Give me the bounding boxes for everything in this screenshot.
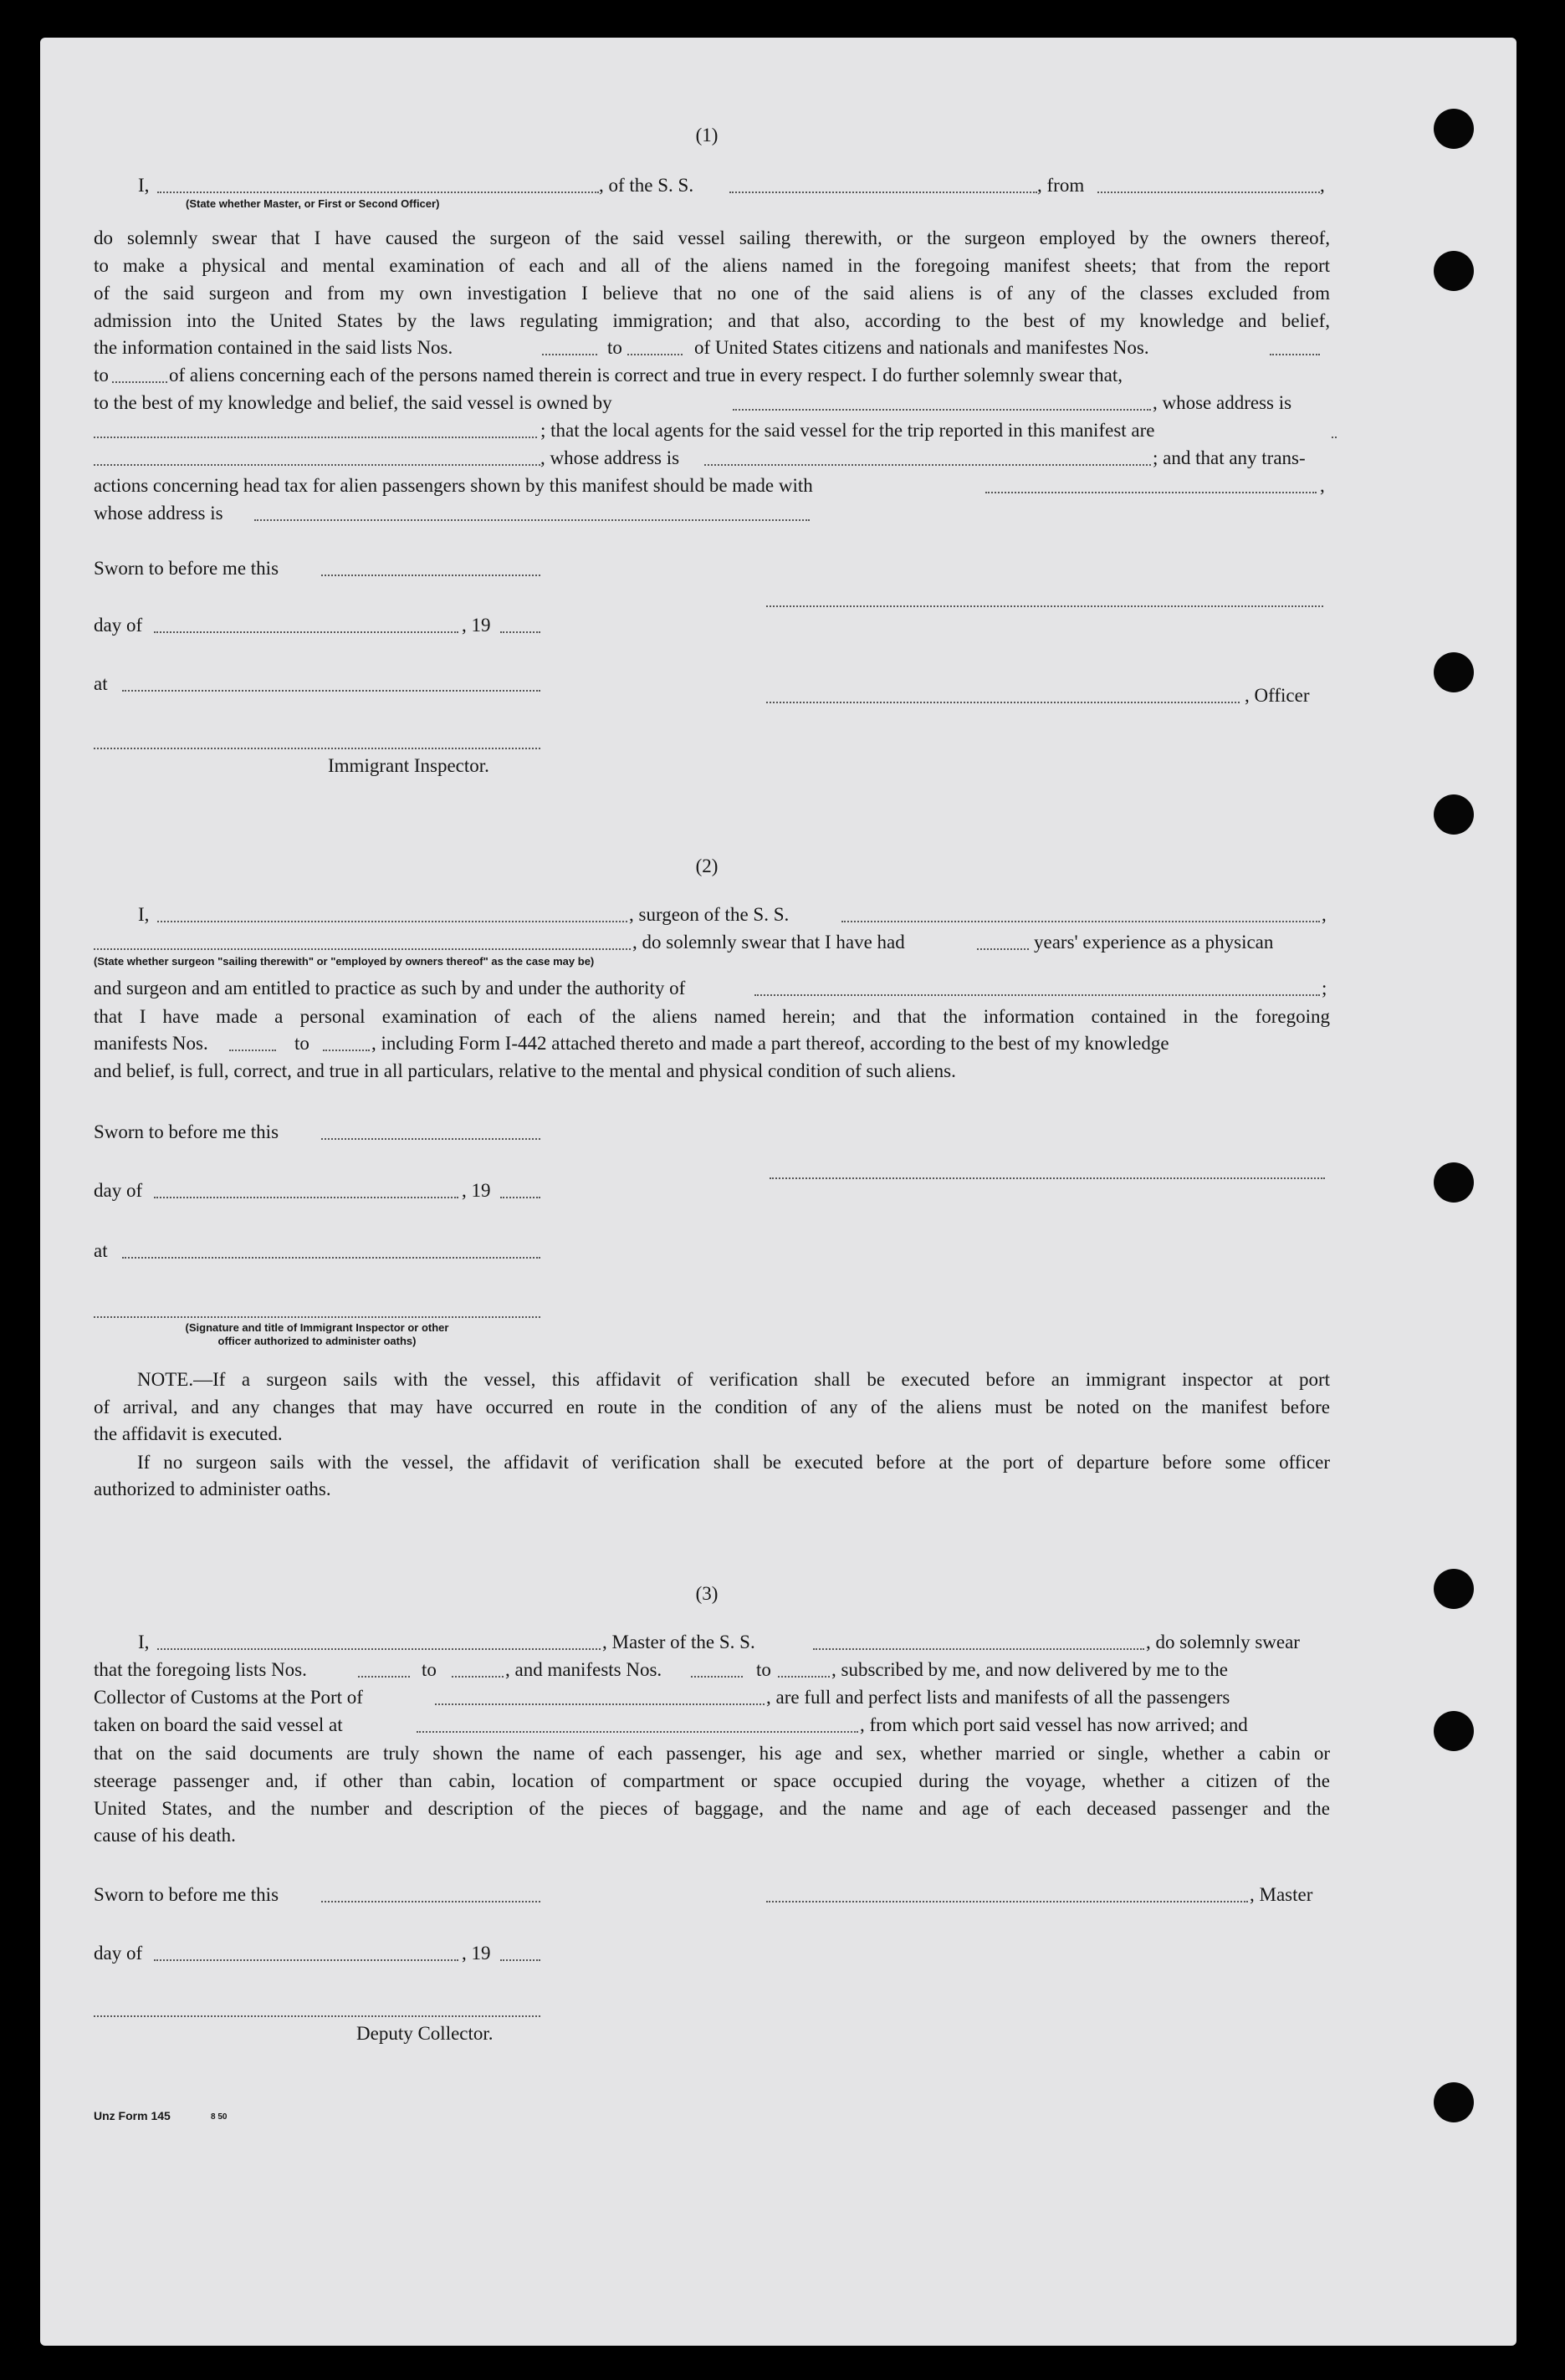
s3-lists-perfect-label: , are full and perfect lists and manifests of all the passengers	[766, 1687, 1230, 1708]
s3-collector-label: Collector of Customs at the Port of	[94, 1687, 363, 1708]
s1-agents-address-label: , whose address is	[540, 447, 680, 468]
s1-owned-by-label: to the best of my knowledge and belief, the said vessel is owned by	[94, 392, 612, 413]
s1-sworn-date-field[interactable]	[321, 575, 540, 576]
s2-manifests-from-field[interactable]	[229, 1050, 276, 1051]
s3-to-label: to	[422, 1659, 437, 1680]
s1-vessel-name-field[interactable]	[729, 192, 1037, 193]
s1-comma: ,	[1320, 175, 1325, 196]
s3-taken-aboard-label: taken on board the said vessel at	[94, 1714, 343, 1735]
s2-year-label: , 19	[462, 1180, 491, 1201]
s2-surgeon-caption: (State whether surgeon "sailing therewith" or "employed by owners thereof" as the case may be)	[94, 955, 595, 968]
s2-comma: ,	[1322, 904, 1327, 925]
s1-manifests-to-field[interactable]	[112, 381, 167, 383]
s1-lists-nos-label: the information contained in the said lists Nos.	[94, 337, 453, 358]
s1-at-field[interactable]	[122, 690, 540, 692]
s2-at-field[interactable]	[122, 1257, 540, 1259]
s1-year-label: , 19	[462, 615, 491, 636]
s1-owner-field[interactable]	[733, 409, 1151, 411]
s3-last-line: cause of his death.	[94, 1825, 236, 1846]
s3-year-label: , 19	[462, 1943, 491, 1964]
punch-hole	[1434, 652, 1474, 692]
s3-master-of-label: , Master of the S. S.	[602, 1632, 755, 1652]
s3-sworn-date-field[interactable]	[321, 1901, 540, 1902]
s3-lists-to-field[interactable]	[452, 1676, 504, 1678]
s2-inspector-signature-field[interactable]	[94, 1316, 540, 1318]
s2-surgeon-of-label: , surgeon of the S. S.	[629, 904, 790, 925]
s1-officer-signature-field[interactable]	[766, 702, 1240, 703]
section-2-heading: (2)	[695, 855, 719, 876]
s1-manifests-from-field[interactable]	[1270, 354, 1320, 355]
punch-hole	[1434, 1711, 1474, 1751]
s3-to2-label: to	[756, 1659, 771, 1680]
s1-of-ss-label: , of the S. S.	[599, 175, 694, 196]
s1-whose-address-label: whose address is	[94, 503, 223, 523]
punch-hole	[1434, 1162, 1474, 1203]
s1-month-field[interactable]	[154, 631, 458, 633]
s2-form-i442-label: , including Form I-442 attached thereto and made a part thereof, according to the best of my knowledge	[371, 1033, 1169, 1054]
s1-year-field[interactable]	[500, 631, 540, 633]
s3-paragraph-line: United States, and the number and description of the pieces of baggage, and the name and age of each deceased passenger and the	[94, 1798, 1330, 1819]
s3-swear-label: , do solemnly swear	[1146, 1632, 1300, 1652]
s1-sworn-label: Sworn to before me this	[94, 558, 279, 579]
s2-note2-line: If no surgeon sails with the vessel, the affidavit of verification shall be executed before at the port of departure before some officer	[137, 1452, 1330, 1473]
s3-lists-from-field[interactable]	[358, 1676, 410, 1678]
s1-agents-label: ; that the local agents for the said vessel for the trip reported in this manifest are	[540, 420, 1155, 441]
s2-note-line: NOTE.—If a surgeon sails with the vessel, this affidavit of verification shall be executed before an immigrant inspector at port	[137, 1369, 1330, 1390]
s3-day-of-label: day of	[94, 1943, 143, 1964]
s3-manifests-to-field[interactable]	[778, 1676, 830, 1678]
s1-agents-field[interactable]	[1332, 437, 1337, 438]
s1-head-tax-address-field[interactable]	[254, 519, 810, 521]
punch-hole	[1434, 2082, 1474, 2122]
s3-paragraph-line: steerage passenger and, if other than cabin, location of compartment or space occupied during the voyage, whether a citizen of the	[94, 1770, 1330, 1791]
s1-inspector-label: Immigrant Inspector.	[328, 755, 489, 776]
s2-day-of-label: day of	[94, 1180, 143, 1201]
s1-signature-line[interactable]	[766, 605, 1323, 607]
s2-sworn-label: Sworn to before me this	[94, 1121, 279, 1142]
s1-lists-to-label: to	[607, 337, 622, 358]
s1-from-label: , from	[1037, 175, 1085, 196]
s2-authority-field[interactable]	[754, 994, 1320, 996]
s2-note2-line: authorized to administer oaths.	[94, 1479, 331, 1499]
s1-officer-label: , Officer	[1245, 685, 1310, 706]
s1-from-port-field[interactable]	[1097, 192, 1320, 193]
s2-experience-label: years' experience as a physican	[1034, 932, 1274, 953]
s3-sworn-label: Sworn to before me this	[94, 1884, 279, 1905]
s2-note-line: of arrival, and any changes that may have occurred en route in the condition of any of the aliens must be noted on the manifest before	[94, 1397, 1330, 1417]
punch-hole	[1434, 109, 1474, 149]
s1-citizens-label: of United States citizens and nationals and manifestes Nos.	[694, 337, 1149, 358]
s1-owner-address-label: , whose address is	[1153, 392, 1292, 413]
s2-to-label: to	[294, 1033, 309, 1054]
s2-vessel-name-field[interactable]	[841, 921, 1320, 922]
s2-examination-line: that I have made a personal examination of each of the aliens named herein; and that the information contained in the foregoing	[94, 1006, 1330, 1027]
s3-arrived-label: , from which port said vessel has now arrived; and	[860, 1714, 1248, 1735]
s2-swear-label: , do solemnly swear that I have had	[632, 932, 905, 953]
s1-head-tax-label: actions concerning head tax for alien passengers shown by this manifest should be made with	[94, 475, 813, 496]
s3-paragraph-line: that on the said documents are truly shown the name of each passenger, his age and sex, whether married or single, whether a cabin or	[94, 1743, 1330, 1764]
s2-year-field[interactable]	[500, 1197, 540, 1198]
s1-to-label: to	[94, 365, 109, 386]
s1-owner-address-field[interactable]	[94, 437, 537, 438]
s1-aliens-label: of aliens concerning each of the persons named therein is correct and true in every respect. I do further solemnly swear that,	[169, 365, 1123, 386]
s2-at-label: at	[94, 1240, 108, 1261]
s3-deputy-label: Deputy Collector.	[356, 2023, 494, 2044]
s2-i-label: I,	[138, 904, 150, 925]
s1-officer-name-field[interactable]	[157, 192, 599, 193]
s2-manifests-label: manifests Nos.	[94, 1033, 208, 1054]
punch-hole	[1434, 794, 1474, 835]
s3-manifests-from-field[interactable]	[691, 1676, 743, 1678]
s2-note-line: the affidavit is executed.	[94, 1423, 283, 1444]
s1-transactions-label: ; and that any trans-	[1153, 447, 1306, 468]
s1-lists-to-field[interactable]	[627, 354, 683, 355]
s2-semicolon: ;	[1322, 978, 1327, 998]
s3-vessel-name-field[interactable]	[813, 1648, 1144, 1650]
s3-lists-label: that the foregoing lists Nos.	[94, 1659, 307, 1680]
s3-subscribed-label: , subscribed by me, and now delivered by me to the	[831, 1659, 1228, 1680]
s2-surgeon-signature-field[interactable]	[770, 1177, 1325, 1179]
s2-manifests-to-field[interactable]	[323, 1050, 370, 1051]
s1-paragraph-line: do solemnly swear that I have caused the surgeon of the said vessel sailing therewith, or the surgeon employed by the owners thereof,	[94, 227, 1330, 248]
s3-departure-port-field[interactable]	[417, 1731, 858, 1733]
s2-surgeon-name-field[interactable]	[157, 921, 627, 922]
s3-month-field[interactable]	[154, 1959, 458, 1961]
s2-sworn-date-field[interactable]	[321, 1138, 540, 1140]
s2-years-field[interactable]	[977, 948, 1029, 950]
punch-hole	[1434, 251, 1474, 291]
form-number: Unz Form 145	[94, 2109, 171, 2122]
s1-paragraph-line: to make a physical and mental examination of each and all of the aliens named in the foregoing manifest sheets; that from the report	[94, 255, 1330, 276]
s3-master-signature-field[interactable]	[766, 1901, 1248, 1902]
s1-lists-from-field[interactable]	[542, 354, 597, 355]
s1-paragraph-line: of the said surgeon and from my own investigation I believe that no one of the said aliens is of any of the classes excluded from	[94, 283, 1330, 304]
s1-comma: ,	[1320, 475, 1325, 496]
s2-surgeon-type-field[interactable]	[94, 948, 631, 950]
section-3-heading: (3)	[695, 1583, 719, 1604]
s2-signature-caption: (Signature and title of Immigrant Inspector or other	[185, 1321, 449, 1334]
section-1-heading: (1)	[695, 125, 719, 146]
punch-hole	[1434, 1569, 1474, 1609]
s2-authority-label: and surgeon and am entitled to practice as such by and under the authority of	[94, 978, 686, 998]
s1-inspector-signature-field[interactable]	[94, 748, 540, 749]
s1-head-tax-field[interactable]	[985, 492, 1317, 493]
s1-i-label: I,	[138, 175, 150, 196]
s1-paragraph-line: admission into the United States by the laws regulating immigration; and that also, according to the best of my knowledge and belief,	[94, 310, 1330, 331]
s3-master-label: , Master	[1250, 1884, 1313, 1905]
s2-belief-line: and belief, is full, correct, and true in all particulars, relative to the mental and physical condition of such aliens.	[94, 1060, 956, 1081]
s1-day-of-label: day of	[94, 615, 143, 636]
s3-port-field[interactable]	[435, 1703, 765, 1705]
form-code: 8 50	[211, 2112, 228, 2122]
s1-at-label: at	[94, 673, 108, 694]
s3-master-name-field[interactable]	[157, 1648, 601, 1650]
s3-manifests-label: , and manifests Nos.	[505, 1659, 662, 1680]
s1-agents-name-field[interactable]	[94, 464, 540, 466]
s1-agents-address-field[interactable]	[704, 464, 1151, 466]
s3-deputy-signature-field[interactable]	[94, 2015, 540, 2017]
s3-year-field[interactable]	[500, 1959, 540, 1961]
s2-month-field[interactable]	[154, 1197, 458, 1198]
s1-officer-caption: (State whether Master, or First or Second Officer)	[186, 197, 440, 210]
s2-signature-caption: officer authorized to administer oaths)	[217, 1335, 417, 1347]
s3-i-label: I,	[138, 1632, 150, 1652]
